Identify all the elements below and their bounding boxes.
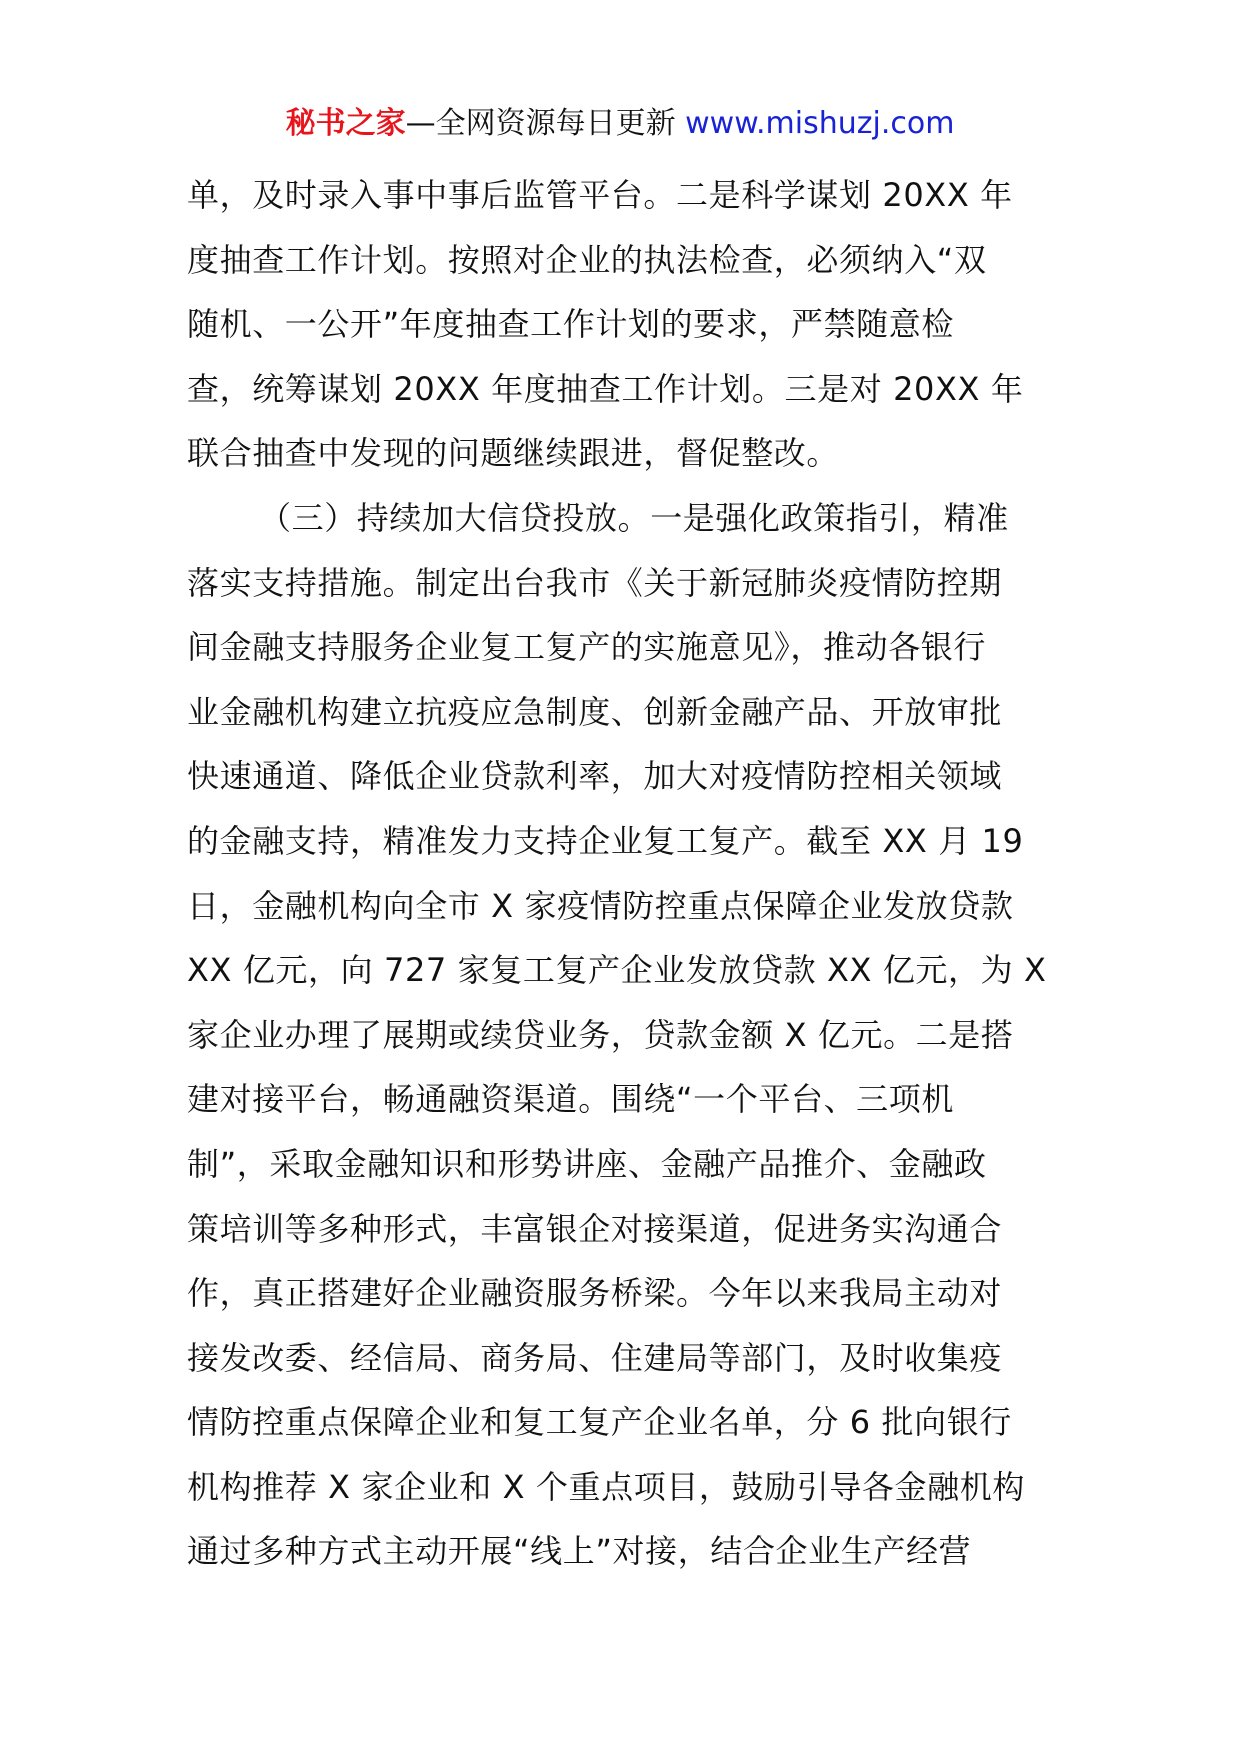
text-line: 建对接平台，畅通融资渠道。围绕“一个平台、三项机 [187, 1080, 954, 1119]
text-line: 家企业办理了展期或续贷业务，贷款金额 X 亿元。二是搭 [187, 1015, 1014, 1054]
text-line: 作，真正搭建好企业融资服务桥梁。今年以来我局主动对 [187, 1274, 1003, 1313]
section-heading-line: （三）持续加大信贷投放。一是强化政策指引，精准 [259, 498, 1009, 537]
text-line: 快速通道、降低企业贷款利率，加大对疫情防控相关领域 [187, 757, 1003, 796]
text-line: 间金融支持服务企业复工复产的实施意见》，推动各银行 [187, 628, 987, 667]
document-body [187, 163, 1057, 1584]
text-line: 制”，采取金融知识和形势讲座、金融产品推介、金融政 [187, 1144, 987, 1183]
text-line: 度抽查工作计划。按照对企业的执法检查，必须纳入“双 [187, 240, 987, 279]
header-tagline: —全网资源每日更新 [405, 106, 686, 141]
text-line: XX 亿元，向 727 家复工复产企业发放贷款 XX 亿元，为 X [187, 951, 1047, 990]
site-url-link[interactable]: www.mishuzj.com [685, 106, 955, 141]
text-line: 联合抽查中发现的问题继续跟进，督促整改。 [187, 434, 840, 473]
text-line: 单，及时录入事中事后监管平台。二是科学谋划 20XX 年 [187, 176, 1013, 214]
text-line: 落实支持措施。制定出台我市《关于新冠肺炎疫情防控期 [187, 563, 1003, 602]
brand-name: 秘书之家 [285, 106, 406, 141]
text-line: 通过多种方式主动开展“线上”对接，结合企业生产经营 [187, 1532, 972, 1571]
text-line: 业金融机构建立抗疫应急制度、创新金融产品、开放审批 [187, 692, 1003, 731]
text-line: 的金融支持，精准发力支持企业复工复产。截至 XX 月 19 [187, 821, 1024, 860]
text-line: 日，金融机构向全市 X 家疫情防控重点保障企业发放贷款 [187, 886, 1014, 925]
text-line: 机构推荐 X 家企业和 X 个重点项目，鼓励引导各金融机构 [187, 1467, 1025, 1506]
text-line: 随机、一公开”年度抽查工作计划的要求，严禁随意检 [187, 305, 954, 344]
text-line: 情防控重点保障企业和复工复产企业名单，分 6 批向银行 [187, 1403, 1012, 1442]
text-line: 策培训等多种形式，丰富银企对接渠道，促进务实沟通合 [187, 1209, 1003, 1248]
text-line: 接发改委、经信局、商务局、住建局等部门，及时收集疫 [187, 1338, 1003, 1377]
text-line: 查，统筹谋划 20XX 年度抽查工作计划。三是对 20XX 年 [187, 369, 1024, 408]
site-header [0, 100, 1240, 148]
